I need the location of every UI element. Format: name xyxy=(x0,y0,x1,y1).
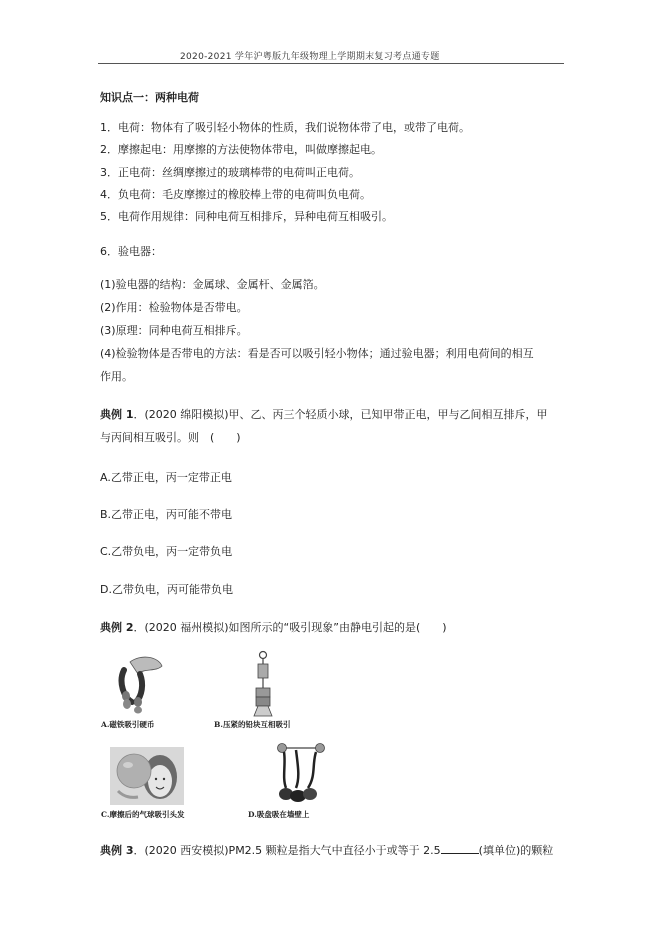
example2-sep: ． xyxy=(133,621,145,634)
example2-line xyxy=(100,619,447,635)
example1-option-b: B.乙带正电，丙可能不带电 xyxy=(100,508,233,521)
example1-sep: ． xyxy=(133,408,145,421)
figure-b-caption: B.压紧的铅块互相吸引 xyxy=(214,720,291,729)
example1-option-c: C.乙带负电，丙一定带负电 xyxy=(100,545,233,558)
balloon-hair-image xyxy=(110,747,184,805)
magnet-coins-image xyxy=(110,652,170,714)
lead-blocks-image xyxy=(248,650,278,718)
page-header-title: 2020-2021 学年沪粤版九年级物理上学期期末复习考点通专题 xyxy=(180,52,440,62)
example3-line xyxy=(100,842,553,858)
section-title: 知识点一：两种电荷 xyxy=(100,91,199,104)
example3-label: 典例 3 xyxy=(100,844,134,857)
example3-answer-blank xyxy=(441,843,479,854)
electroscope-title: 6．验电器： xyxy=(100,245,162,258)
example2-text: (2020 福州模拟)如图所示的“吸引现象”由静电引起的是( ) xyxy=(144,621,447,634)
electroscope-item-4: (4)检验物体是否带电的方法：看是否可以吸引轻小物体；通过验电器；利用电荷间的相互 xyxy=(100,347,534,360)
point-3: 3．正电荷：丝绸摩擦过的玻璃棒带的电荷叫正电荷。 xyxy=(100,166,360,179)
suction-cup-image xyxy=(272,742,330,806)
point-2: 2．摩擦起电：用摩擦的方法使物体带电，叫做摩擦起电。 xyxy=(100,143,382,156)
header-rule xyxy=(98,63,564,64)
electroscope-item-1: (1)验电器的结构：金属球、金属杆、金属箔。 xyxy=(100,278,325,291)
electroscope-item-5: 作用。 xyxy=(100,370,133,383)
point-1: 1．电荷：物体有了吸引轻小物体的性质，我们说物体带了电，或带了电荷。 xyxy=(100,121,470,134)
example1-text: (2020 绵阳模拟)甲、乙、丙三个轻质小球，已知甲带正电，甲与乙间相互排斥，甲 xyxy=(144,408,548,421)
example3-text-after: (填单位)的颗粒 xyxy=(478,844,554,857)
electroscope-item-3: (3)原理：同种电荷互相排斥。 xyxy=(100,324,248,337)
figure-d-caption: D.吸盘吸在墙壁上 xyxy=(248,810,310,819)
figure-a-caption: A.磁铁吸引硬币 xyxy=(101,720,155,729)
example1-line1 xyxy=(100,406,548,422)
point-5: 5．电荷作用规律：同种电荷互相排斥，异种电荷互相吸引。 xyxy=(100,210,393,223)
example3-sep: ． xyxy=(133,844,145,857)
example1-label: 典例 1 xyxy=(100,408,134,421)
point-4: 4．负电荷：毛皮摩擦过的橡胶棒上带的电荷叫负电荷。 xyxy=(100,188,371,201)
example1-line2: 与丙间相互吸引。则 ( ) xyxy=(100,431,241,444)
example3-text-before: (2020 西安模拟)PM2.5 颗粒是指大气中直径小于或等于 2.5 xyxy=(144,844,441,857)
example2-label: 典例 2 xyxy=(100,621,134,634)
electroscope-item-2: (2)作用：检验物体是否带电。 xyxy=(100,301,248,314)
example1-option-a: A.乙带正电，丙一定带正电 xyxy=(100,471,232,484)
figure-c-caption: C.摩擦后的气球吸引头发 xyxy=(101,810,185,819)
example1-option-d: D.乙带负电，丙可能带负电 xyxy=(100,583,233,596)
